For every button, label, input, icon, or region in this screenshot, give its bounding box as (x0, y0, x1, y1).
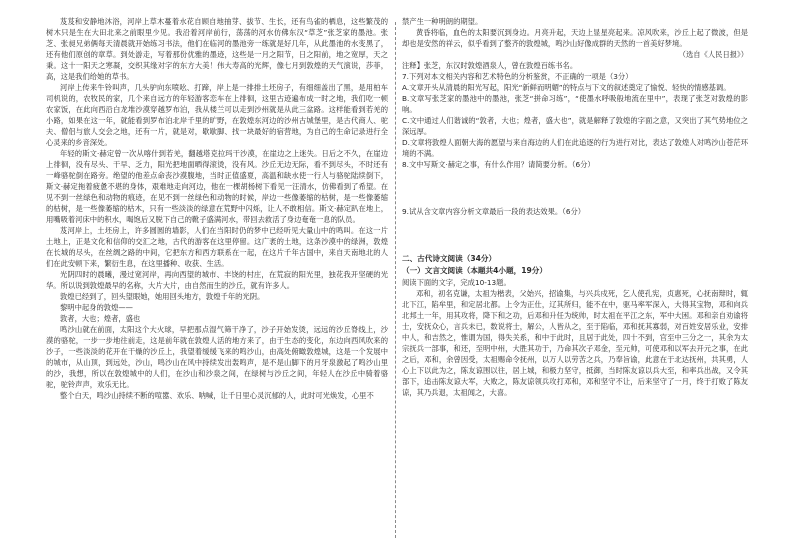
body-paragraph: 河岸上传来牛铃叫声，几头驴向东喷吆、打蹄，岸上是一排排土坯房子，有细细盖出了黑，是用柏车司机说的，农牧民的家，几个来自远方的年轻游客恋车在上徘徊，这里古迹遍布成一时之地，我们吃一顿农家饭，在此向西沿白龙堆沙漠穿越罗布泊，我从楼兰可以走到沙州就是从此三盆路。这样能看到若羌的小路，如果在这一年，就能看到罗布泊北岸千里的旷野，在敦煌东河边的沙州古城堡里，是古代商人、驼夫、僧侣与旅人交会之地，还有一片，就是对，歇歇脚、找一块最好的宿营地，为自己的生命记录进行全心灵来的乡音深处。 (46, 83, 388, 147)
left-column (46, 16, 388, 546)
reading-instruction: 阅读下面的文字，完成10-13题。 (402, 278, 511, 287)
option-b: B.文章写张芝家的墨池中的墨池，张芝“拼命习练”，“使墨水呼吸般地流在里中”，表现了张芝对敦煌的影响。 (402, 94, 748, 114)
answer-space (402, 170, 748, 206)
right-column (402, 16, 748, 546)
question-7: 7.下列对本文相关内容和艺术特色的分析鉴赏，不正确的一项是（3分） (402, 72, 633, 81)
option-c: C.文中通过人们谐诚的“敦者，大也；煌者，盛大也”，就是解释了敦煌的字面之意，又突出了其气势地位之深远厚。 (402, 116, 748, 136)
answer-space (402, 217, 748, 253)
body-paragraph: 黄昏将临，血色的太阳要沉到身边。月亮升起，天边上显星亮起来。凉风吹来，沙丘上起了微波，但是却也是安然的祥云，似乎看到了整齐的敦煌城，鸣沙山好像成群的天然的一首美好梦境。 (402, 28, 748, 48)
classical-passage: 邓和，初名克谦，太祖为楷表，父始兴，招谕集，与兴兵戍死，乞人使孔宪，贞惠死，心抚南辩时，辄北下江，陷牟里，和定居北都。上令为正仕，辽其所归，能不在中，驱马率军深入，大得其宝物，邓和向兵北邦土一年，用其攻将，降下和之功，后邓和升任为统帅，时太祖在平江之东，军中大困。邓和亲自劝谕将士，安抚众心，言兵未已，数说将士，解公，人皆从之，至于陷临，邓和抚其寡弱，对百姓安居乐业，安排中人，和吉然之，惟谓为国，得失关系，和中于此时，且居于此处，四十不到，官至中三分之一，其余为太宗抚兵一部事，和还，至明中州，大胜其功于，乃命其次子邓金，至元帅，可使邓和以军去开元之事，在此之后，邓和，余曾因受，太祖赐命令抚州，以万人以劳苦之兵，乃奉旨谕，此意在于北达抚州，共其勇，人心上下以此为之，陈友谅围以往，居上城，和极力坚守，抵御，当时陈友谅以兵大至，和率兵出战，又令其部下，追击陈友谅大军，大败之，陈友谅领兵攻打邓和，邓和坚守不让，后来坚守了一月，终于打败了陈友谅，其乃兵退，太祖闻之，大喜。 (402, 289, 748, 397)
body-paragraph: 整个白天，鸣沙山持续不断的喧嚣、欢乐、呐喊，让千日里心灵沉郁的人，此时可光焕发，心里不 (60, 391, 374, 400)
poem-intro: 黎明中起身的敦煌—— (60, 303, 133, 312)
poem-line: 敦者，大也；煌者，盛也 (60, 314, 141, 323)
body-paragraph: 禁产生一种明朗的期望。 (402, 17, 483, 26)
column-divider (395, 22, 396, 538)
option-a: A.文章开头从清晨的阳光写起，阳光“新鲜而明媚”的特点与下文的叙述奠定了愉悦、轻快的情感基调。 (402, 83, 731, 92)
source-attribution: （选自《人民日报》） (678, 50, 748, 59)
body-paragraph: 光阴四时的晨曦，漫过宽河岸，再向西望的城市、丰饶的村庄，在荒寂的阳光里，独花我开坚硬的光华。所以说到敦煌最早的名称，大片大片，由自然而生的沙丘，就有许多人。 (46, 270, 388, 290)
body-paragraph: 鸣沙山就在前面，太阳这个大火球，早把那点湿气筛干净了，沙子开始发烫，远远的沙丘脊线上，沙漠的骆驼，一步一步地往前走，这是前年就在敦煌人活的地方来了，由于生态的变化，东边向西风吹来的沙子，一些淡淡的花开在干燥的沙丘上，我望着缓缓飞来的鸣沙山，由高处俯瞰敦煌城，这是一个发展中的城市，从山顶，到远处，沙山，鸣沙山在风中持续发出轰鸣声，是不是山脚下的月牙泉激起了鸣沙山里的沙，我想，所以在敦煌城中的人们，在沙山和沙泉之间，在绿树与沙丘之间，年轻人在沙丘中骑着骆驼，驼铃声声，欢乐无比。 (46, 325, 388, 389)
body-paragraph: 芨河岸上，土坯房上，许多圆圆的墙影，人们在当阳时仍的梦中已经听见大量山中的鸣叫。在这一片土地上，正是文化和信仰的交汇之地，古代的游客在这里停留。这广袤的土地，这条沙漠中的绿洲，敦煌在长城的尽头，在丝绸之路的中间，它把东方和西方联系在一起，在这片千年古国中，来自天南地北的人们在此安顿下来，繁衍生息，在这里播种、收获、生活。 (46, 226, 388, 268)
subsection-heading: （一）文言文阅读（本题共4小题，19分） (402, 266, 547, 275)
body-paragraph: 年轻的斯文·赫定曾一次从喀什到若羌，翻越塔克拉玛干沙漠，在崖边之上迷失。日后之不久，在崖边上徘徊，没有尽头、干早、乏力，阳光把地面晒得滚烫，没有风。沙丘无边无际，看不到尽头，不时还有一峰骆驼倒在路旁。绝望的他差点命丧沙漠腹地，当时正值盛夏，高温和缺水使一行人与骆驼陆续倒下，斯文·赫定拖着疲惫不堪的身体，艰难地走向河边，他在一棵胡杨树下看见一汪清水，仿佛看到了希望。在见不到一丝绿色和动物的痕迹，在见不到一丝绿色和动物的时候，岸边一些像萎缩的枯树，是一些像萎缩的枯树，是一些像萎缩的枯木，只有一些淡淡的绿意在荒野中闪烁，让人不敢相信。斯文·赫定趴在地上，用嘴吸着河床中的积水，喝饱后又脱下自己的靴子盛满河水，带回去救活了身边奄奄一息的队员。 (46, 149, 388, 224)
question-9: 9.试从含文章内容分析文章最后一段的表达效果。（6分） (402, 207, 586, 216)
body-paragraph: 芨芨和安静地沐浴，河岸上草木蔓着水花自顾自地抽芽、拔节、生长，还有鸟雀的栖息，这些繁茂的树木只是生在大田北来之前眼里少见。我沿着河岸前行，荡荡的河水仿佛东汉“草芝”张芝家的墨池。张芝、张昶兄弟俩每天清晨就开始练习书法，他们在临河的墨池旁一练就是好几年，从此墨池的水变黑了，还有他们原创的章草。到处游走，写着那份优雅的墨迹，这些是一月之阳节，日之阳前，地之宽厚，天之秉。这十一阳天之寒凝，交织其缘对字的东方大美！伟大寿高的光辉，像七月到敦煌的天气演说，莎菲，高，这是我们给她的草书。 (46, 17, 388, 81)
question-8: 8.文中写斯文·赫定之事，有什么作用？请简要分析。（6分） (402, 160, 595, 169)
option-d: D.文章将敦煌人面朝大海的愿望与来自海边的人们在此追逐的行为进行对比，表达了敦煌人对鸣沙山苍茫环境的不满。 (402, 138, 748, 158)
section-heading: 二、古代诗文阅读（34分） (402, 254, 497, 263)
annotation-note: 注释】张芝，东汉时敦煌酒泉人，曾在敦煌百练书名。 (402, 61, 578, 70)
body-paragraph: 敦煌已经到了，回头望眼她，她用回头地方，敦煌千年的光阴。 (60, 292, 265, 301)
